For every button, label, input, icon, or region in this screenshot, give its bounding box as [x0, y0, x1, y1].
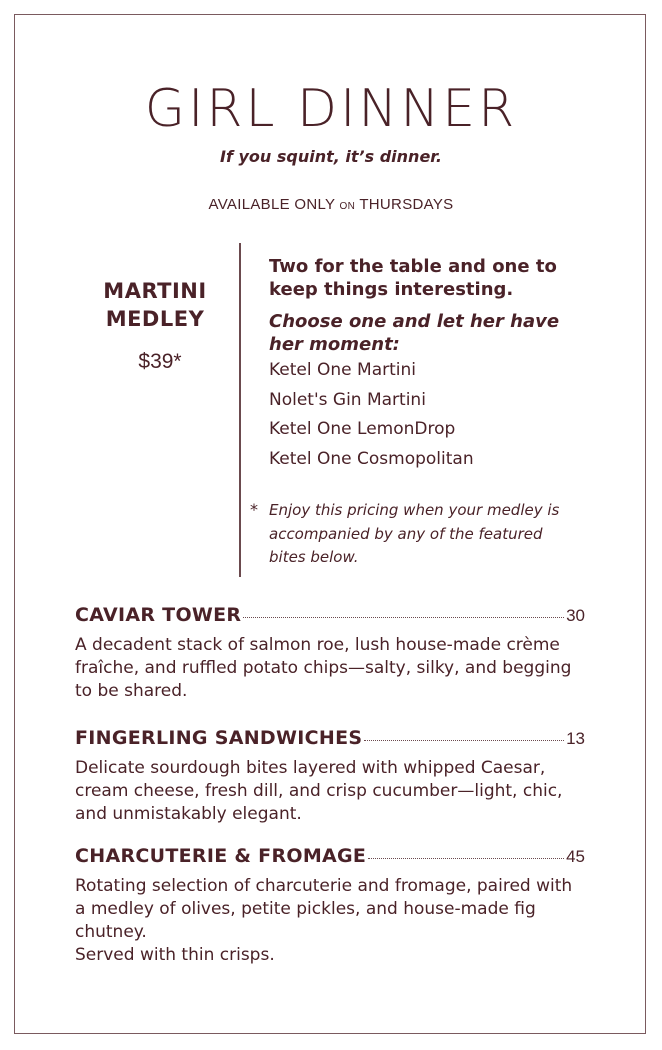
drink-item: Ketel One Martini [269, 360, 416, 380]
medley-name [90, 277, 220, 333]
item-description: A decadent stack of salmon roe, lush house-made crème fraîche, and ruffled potato chips—salty, silky, and begging to be shared. [75, 635, 572, 701]
item-name: CHARCUTERIE & FROMAGE [75, 845, 367, 867]
dot-leader [368, 858, 564, 859]
medley-choose: Choose one and let her have her moment: [269, 311, 560, 355]
availability-before: AVAILABLE ONLY [208, 196, 336, 213]
availability-small: ON [339, 201, 356, 212]
drink-item: Ketel One LemonDrop [269, 419, 456, 439]
availability-after: THURSDAYS [359, 196, 454, 213]
menu-title: GIRL DINNER [144, 79, 518, 139]
medley-name-line1: MARTINI [103, 279, 207, 303]
item-description: Delicate sourdough bites layered with whipped Caesar, cream cheese, fresh dill, and crisp cucumber—light, chic, and unmistakably elegant. [75, 758, 563, 824]
item-description-extra: Served with thin crisps. [75, 945, 275, 965]
menu-item-fingerling-sandwiches [75, 727, 585, 826]
item-description: Rotating selection of charcuterie and fromage, paired with a medley of olives, petite pickles, and house-made fig chutney. [75, 876, 573, 942]
availability-note [0, 196, 662, 213]
drink-item: Nolet's Gin Martini [269, 389, 426, 410]
menu-tagline: If you squint, it’s dinner. [220, 147, 442, 166]
medley-note: Enjoy this pricing when your medley is accompanied by any of the featured bites below. [269, 501, 560, 566]
menu-item-charcuterie-fromage [75, 845, 585, 967]
item-name: FINGERLING SANDWICHES [75, 727, 363, 749]
dot-leader [364, 740, 564, 741]
menu-item-caviar-tower [75, 604, 585, 703]
medley-intro: Two for the table and one to keep things interesting. [269, 256, 557, 300]
note-asterisk: * [250, 500, 258, 519]
drink-item: Ketel One Cosmopolitan [269, 448, 474, 469]
drink-list [269, 356, 474, 474]
item-price: 45 [566, 847, 585, 866]
item-price: 13 [566, 729, 585, 748]
medley-name-line2: MEDLEY [105, 307, 205, 331]
section-divider [239, 243, 241, 577]
dot-leader [243, 617, 564, 618]
item-price: 30 [566, 606, 585, 625]
item-name: CAVIAR TOWER [75, 604, 242, 626]
medley-price: $39* [138, 350, 182, 373]
